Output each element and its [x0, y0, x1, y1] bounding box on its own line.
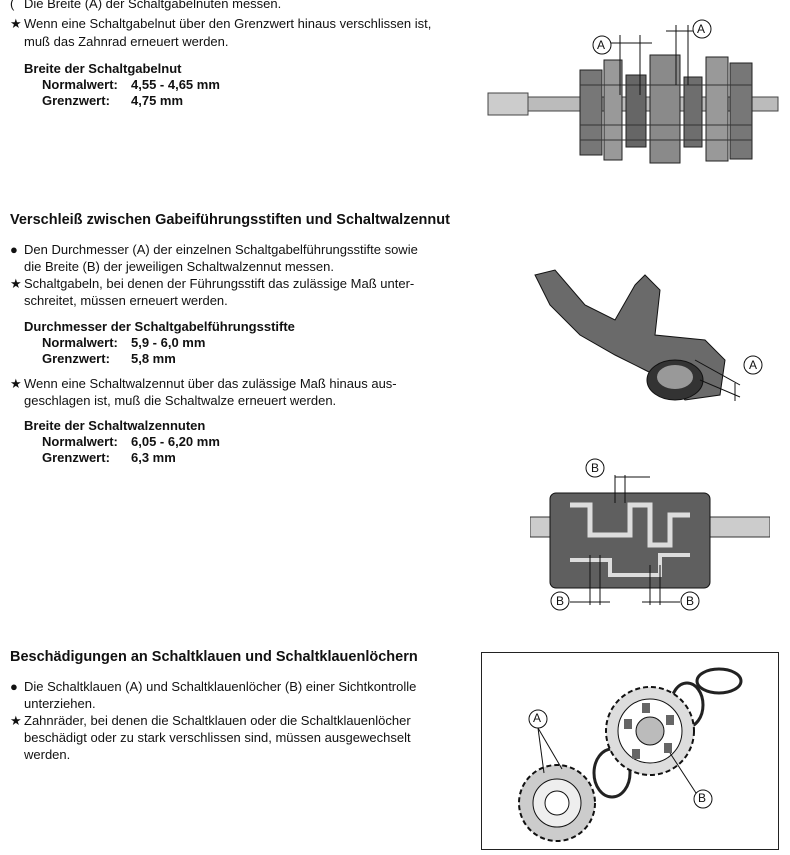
- spec-label: Grenzwert:: [42, 450, 110, 465]
- section-heading: Beschädigungen an Schaltklauen und Schaltklauenlöchern: [10, 649, 418, 665]
- note-line: beschädigt oder zu stark verschlissen sind, müssen ausgewechselt: [24, 730, 411, 745]
- figure-label: B: [591, 461, 600, 475]
- spec-title: Breite der Schaltgabelnut: [24, 61, 182, 76]
- spec-title: Breite der Schaltwalzennuten: [24, 418, 206, 433]
- text-line: ( Die Breite (A) der Schaltgabelnuten messen.: [10, 0, 281, 12]
- figure-label: B: [556, 594, 565, 608]
- note-line: muß das Zahnrad erneuert werden.: [24, 34, 229, 49]
- spec-label: Grenzwert:: [42, 93, 110, 108]
- text-line: ● Den Durchmesser (A) der einzelnen Schaltgabelführungsstifte sowie: [10, 242, 418, 257]
- note-line: ★ Wenn eine Schaltgabelnut über den Grenzwert hinaus verschlissen ist,: [10, 16, 432, 31]
- section-heading: Verschleiß zwischen Gabeiführungsstiften und Schaltwalzennut: [10, 212, 450, 228]
- spec-label: Normalwert:: [42, 335, 118, 350]
- figure-label: A: [697, 22, 706, 36]
- gear-shaft-figure: [480, 15, 780, 175]
- figure-label: A: [597, 38, 606, 52]
- figure-label: B: [686, 594, 695, 608]
- shift-fork-figure: [525, 265, 775, 415]
- note-line: geschlagen ist, muß die Schaltwalze erneuert werden.: [24, 393, 337, 408]
- note-line: schreitet, müssen erneuert werden.: [24, 293, 228, 308]
- spec-value: 4,55 - 4,65 mm: [131, 77, 220, 92]
- note-line: ★ Zahnräder, bei denen die Schaltklauen oder die Schaltklauenlöcher: [10, 713, 411, 728]
- spec-value: 5,9 - 6,0 mm: [131, 335, 206, 350]
- note-line: werden.: [24, 747, 71, 762]
- figure-label: A: [749, 358, 758, 372]
- note-line: ★ Schaltgabeln, bei denen der Führungsstift das zulässige Maß unter-: [10, 276, 415, 291]
- spec-value: 6,05 - 6,20 mm: [131, 434, 220, 449]
- spec-value: 5,8 mm: [131, 351, 176, 366]
- text-line: die Breite (B) der jeweiligen Schaltwalzennut messen.: [24, 259, 334, 274]
- spec-value: 6,3 mm: [131, 450, 176, 465]
- star-icon: ★: [10, 16, 22, 31]
- spec-label: Normalwert:: [42, 434, 118, 449]
- gears-figure-frame: [481, 652, 779, 850]
- figure-label: B: [698, 791, 707, 805]
- gears-exploded-figure: [482, 653, 778, 849]
- note-line: ★ Wenn eine Schaltwalzennut über das zulässige Maß hinaus aus-: [10, 376, 397, 391]
- star-icon: ★: [10, 376, 22, 391]
- star-icon: ★: [10, 276, 22, 291]
- spec-value: 4,75 mm: [131, 93, 184, 108]
- text-line: ● Die Schaltklauen (A) und Schaltklauenlöcher (B) einer Sichtkontrolle: [10, 679, 417, 694]
- spec-label: Grenzwert:: [42, 351, 110, 366]
- bullet-icon: (: [10, 0, 15, 11]
- figure-label: A: [533, 711, 542, 725]
- spec-label: Normalwert:: [42, 77, 118, 92]
- spec-title: Durchmesser der Schaltgabelführungsstifte: [24, 319, 295, 334]
- bullet-icon: ●: [10, 242, 18, 257]
- star-icon: ★: [10, 713, 22, 728]
- text-line: unterziehen.: [24, 696, 96, 711]
- shift-drum-figure: [530, 455, 770, 615]
- bullet-icon: ●: [10, 679, 18, 694]
